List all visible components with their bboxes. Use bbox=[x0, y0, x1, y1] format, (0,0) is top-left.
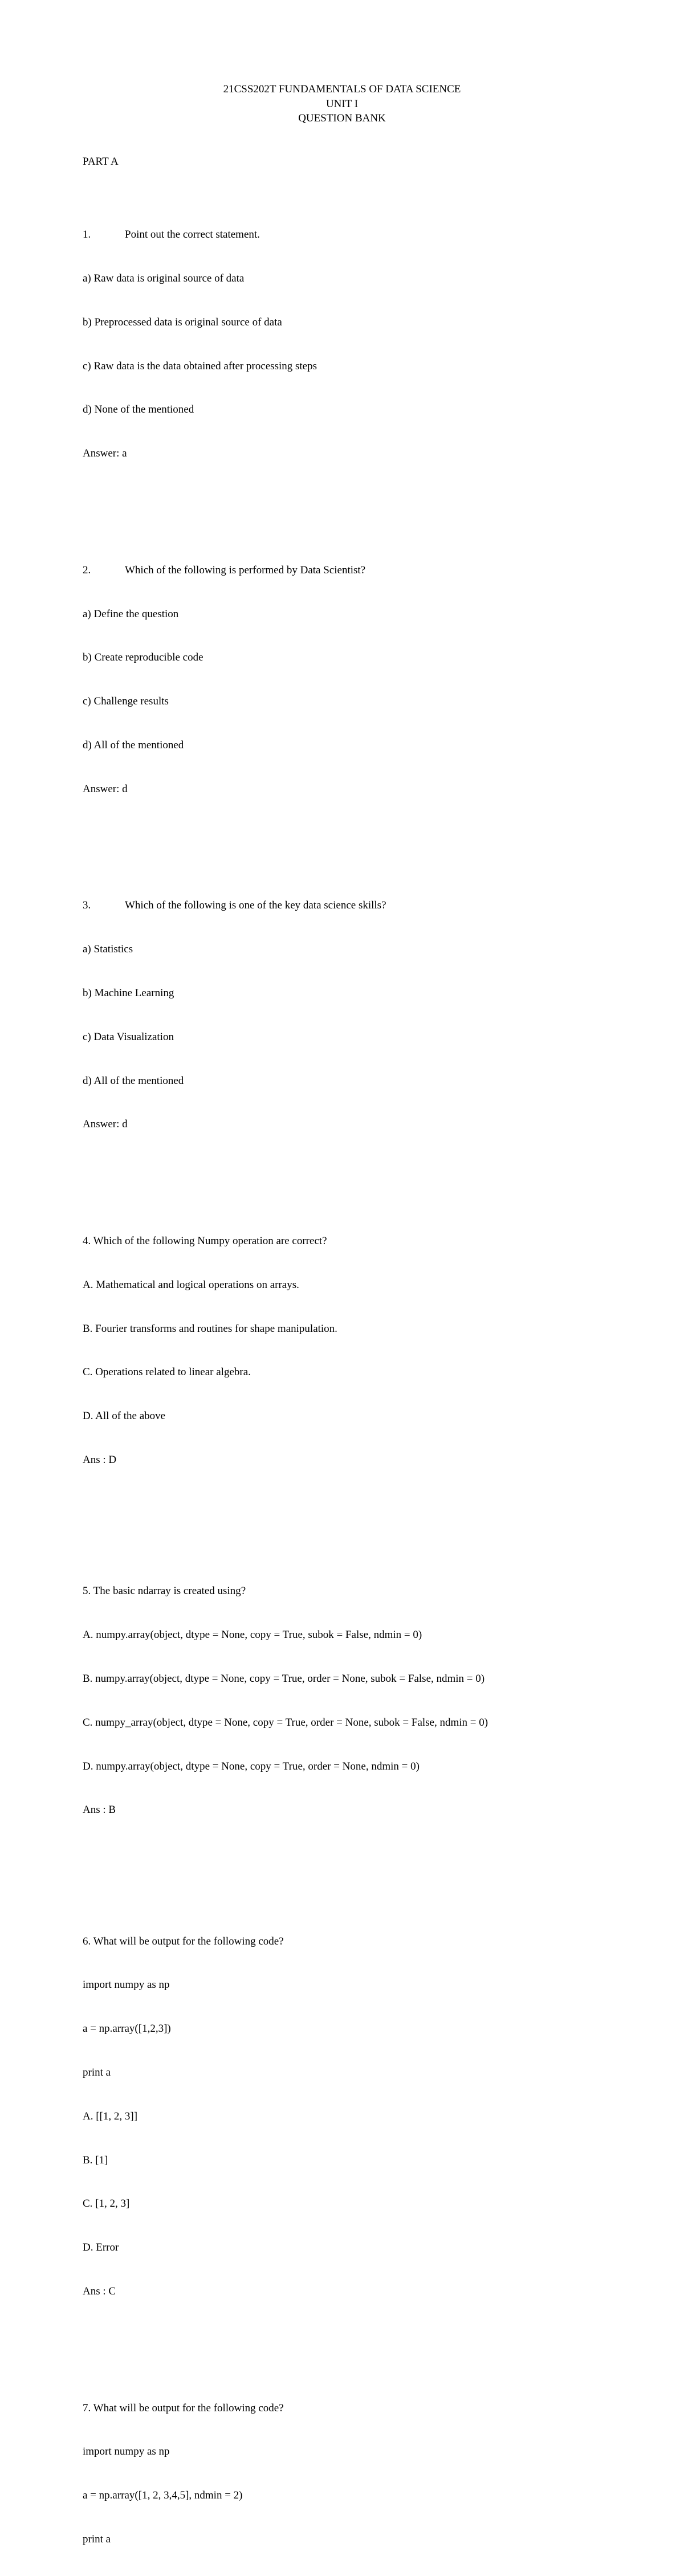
question-5: 5. The basic ndarray is created using? bbox=[83, 1585, 246, 1597]
option: A. numpy.array(object, dtype = None, copy = True, subok = False, ndmin = 0) bbox=[83, 1629, 422, 1641]
answer: Answer: a bbox=[83, 447, 127, 460]
option: A. Mathematical and logical operations on arrays. bbox=[83, 1278, 299, 1291]
unit-label: UNIT I bbox=[325, 97, 359, 110]
code-line: a = np.array([1,2,3]) bbox=[83, 2023, 171, 2035]
spacer bbox=[83, 1497, 675, 1526]
option: a) Define the question bbox=[83, 608, 179, 620]
option: a) Raw data is original source of data bbox=[83, 272, 245, 284]
option: D. numpy.array(object, dtype = None, copy = True, order = None, ndmin = 0) bbox=[83, 1760, 420, 1772]
option: c) Raw data is the data obtained after processing steps bbox=[83, 360, 317, 372]
answer: Ans : C bbox=[83, 2285, 116, 2297]
question-text: Which of the following is one of the key data science skills? bbox=[125, 899, 386, 912]
option: a) Statistics bbox=[83, 943, 133, 956]
question-text: Which of the following is performed by Data Scientist? bbox=[125, 564, 366, 576]
part-label: PART A bbox=[83, 156, 119, 168]
option: b) Machine Learning bbox=[83, 987, 174, 1000]
question-number: 2. bbox=[83, 564, 91, 576]
question-number: 3. bbox=[83, 899, 91, 912]
option: C. numpy_array(object, dtype = None, copy = True, order = None, subok = False, ndmin = 0) bbox=[83, 1716, 488, 1729]
option: C. [1, 2, 3] bbox=[83, 2198, 130, 2210]
question-list bbox=[83, 125, 675, 2576]
option: c) Challenge results bbox=[83, 695, 169, 708]
option: d) All of the mentioned bbox=[83, 739, 184, 751]
question-1 bbox=[83, 227, 675, 242]
option: C. Operations related to linear algebra. bbox=[83, 1366, 251, 1379]
question-4: 4. Which of the following Numpy operation are correct? bbox=[83, 1235, 327, 1248]
spacer bbox=[83, 1847, 675, 1876]
option: A. [[1, 2, 3]] bbox=[83, 2110, 138, 2122]
question-number: 1. bbox=[83, 229, 91, 241]
option: c) Data Visualization bbox=[83, 1030, 174, 1043]
question-6: 6. What will be output for the following code? bbox=[83, 1935, 284, 1947]
code-line: print a bbox=[83, 2533, 111, 2545]
question-7: 7. What will be output for the following code? bbox=[83, 2402, 284, 2414]
code-line: a = np.array([1, 2, 3,4,5], ndmin = 2) bbox=[83, 2489, 243, 2502]
code-line: import numpy as np bbox=[83, 2445, 170, 2458]
option: d) All of the mentioned bbox=[83, 1074, 184, 1087]
option: b) Preprocessed data is original source of data bbox=[83, 316, 282, 328]
answer: Ans : D bbox=[83, 1454, 117, 1466]
option: B. numpy.array(object, dtype = None, copy = True, order = None, subok = False, ndmin = 0) bbox=[83, 1672, 485, 1685]
spacer bbox=[83, 490, 675, 505]
option: d) None of the mentioned bbox=[83, 403, 194, 416]
code-line: print a bbox=[83, 2066, 111, 2078]
question-bank-label: QUESTION BANK bbox=[298, 112, 386, 124]
document-header bbox=[0, 82, 684, 126]
spacer bbox=[83, 2328, 675, 2343]
code-line: import numpy as np bbox=[83, 1979, 170, 1991]
option: D. All of the above bbox=[83, 1410, 166, 1422]
answer: Ans : B bbox=[83, 1804, 116, 1816]
answer: Answer: d bbox=[83, 1118, 128, 1131]
question-3 bbox=[83, 898, 675, 913]
question-text: Point out the correct statement. bbox=[125, 229, 260, 241]
option: D. Error bbox=[83, 2241, 119, 2254]
course-title: 21CSS202T FUNDAMENTALS OF DATA SCIENCE bbox=[223, 83, 461, 95]
spacer bbox=[83, 1161, 675, 1176]
option: b) Create reproducible code bbox=[83, 651, 203, 664]
answer: Answer: d bbox=[83, 782, 128, 795]
option: B. [1] bbox=[83, 2154, 108, 2166]
option: B. Fourier transforms and routines for shape manipulation. bbox=[83, 1322, 337, 1335]
question-2 bbox=[83, 563, 675, 578]
spacer bbox=[83, 826, 675, 841]
